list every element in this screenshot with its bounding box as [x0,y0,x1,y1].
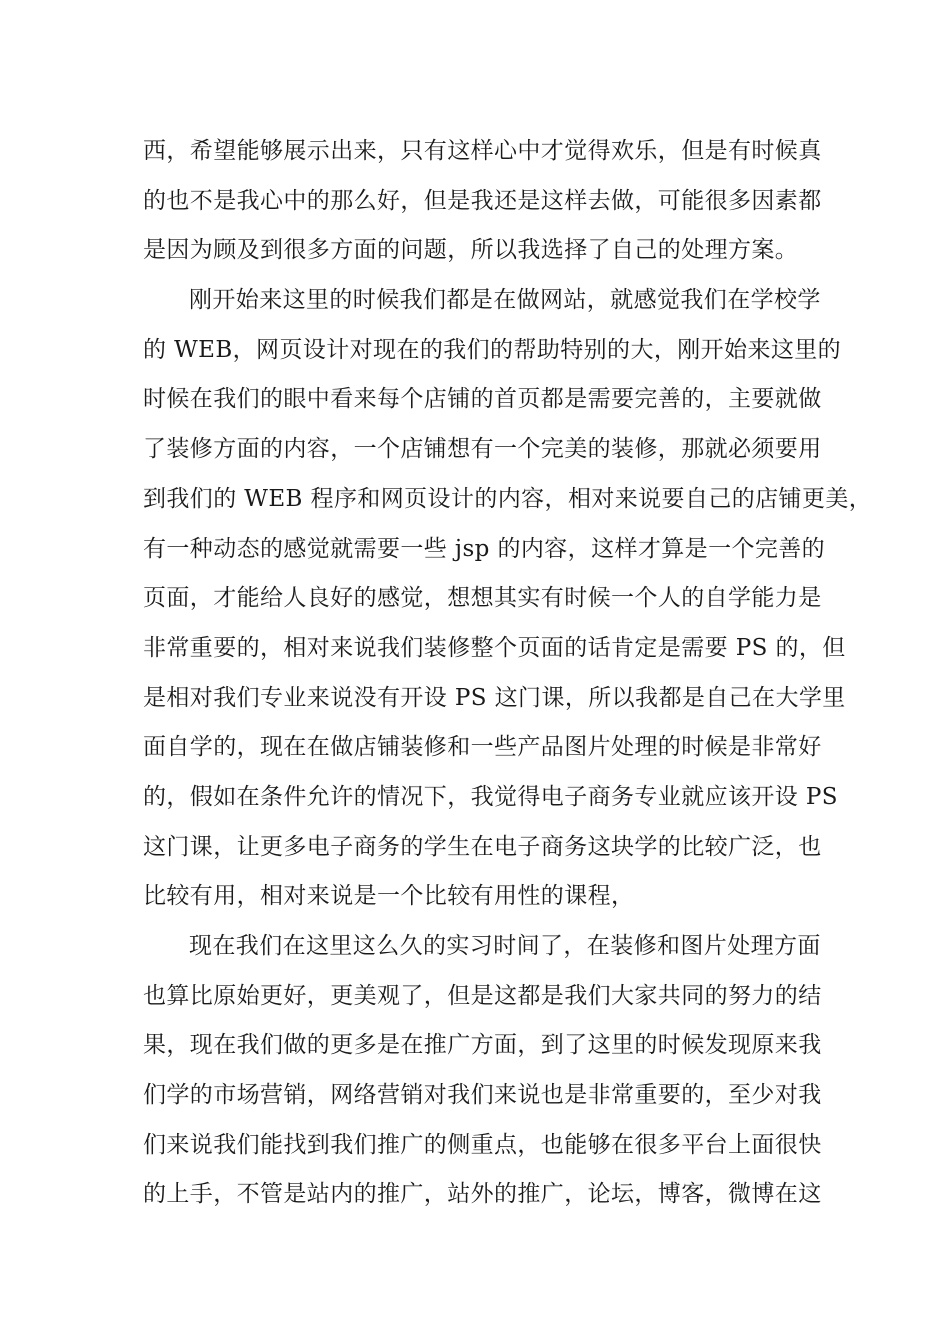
text-line: 的 WEB，网页设计对现在的我们的帮助特别的大，刚开始来这里的 [143,336,842,363]
text-line: 果，现在我们做的更多是在推广方面，到了这里的时候发现原来我 [143,1032,822,1059]
paragraph-start-line: 刚开始来这里的时候我们都是在做网站，就感觉我们在学校学 [189,287,821,314]
text-line: 有一种动态的感觉就需要一些 jsp 的内容，这样才算是一个完善的 [143,535,826,562]
document-body [143,127,873,1220]
text-line: 们来说我们能找到我们推广的侧重点，也能够在很多平台上面很快 [143,1131,822,1158]
text-line: 是因为顾及到很多方面的问题，所以我选择了自己的处理方案。 [143,237,799,264]
text-line: 时候在我们的眼中看来每个店铺的首页都是需要完善的，主要就做 [143,386,822,413]
text-line: 的上手，不管是站内的推广，站外的推广，论坛，博客，微博在这 [143,1181,822,1208]
text-line: 是相对我们专业来说没有开设 PS 这门课，所以我都是自己在大学里 [143,684,846,711]
text-line: 这门课，让更多电子商务的学生在电子商务这块学的比较广泛，也 [143,833,822,860]
text-line: 非常重要的，相对来说我们装修整个页面的话肯定是需要 PS 的，但 [143,634,846,661]
text-line: 面自学的，现在在做店铺装修和一些产品图片处理的时候是非常好 [143,734,822,761]
text-line: 西，希望能够展示出来，只有这样心中才觉得欢乐，但是有时候真 [143,138,822,164]
text-line: 了装修方面的内容，一个店铺想有一个完美的装修，那就必须要用 [143,436,822,463]
text-line: 的，假如在条件允许的情况下，我觉得电子商务专业就应该开设 PS [143,783,838,810]
text-line: 们学的市场营销，网络营销对我们来说也是非常重要的，至少对我 [143,1082,822,1109]
paragraph-start-line: 现在我们在这里这么久的实习时间了，在装修和图片处理方面 [189,933,821,959]
text-line: 比较有用，相对来说是一个比较有用性的课程， [143,883,635,910]
text-line: 也算比原始更好，更美观了，但是这都是我们大家共同的努力的结 [143,982,822,1009]
text-line: 到我们的 WEB 程序和网页设计的内容，相对来说要自己的店铺更美， [143,485,873,512]
text-line: 页面，才能给人良好的感觉，想想其实有时候一个人的自学能力是 [143,585,822,612]
text-line: 的也不是我心中的那么好，但是我还是这样去做，可能很多因素都 [143,187,822,214]
